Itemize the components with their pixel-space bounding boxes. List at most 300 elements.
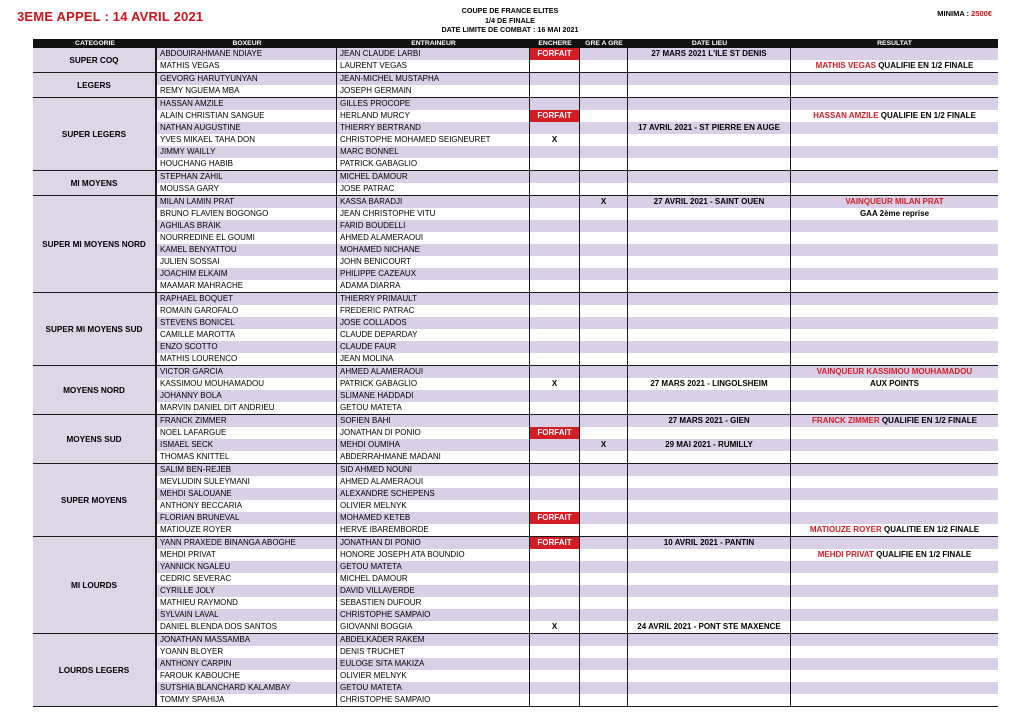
result-cell	[791, 293, 998, 305]
deadline: DATE LIMITE DE COMBAT : 16 MAI 2021	[441, 25, 579, 34]
result-cell	[791, 597, 998, 609]
result-cell	[791, 220, 998, 232]
col-date-lieu: DATE LIEU	[691, 40, 728, 47]
enchere-cell	[530, 500, 580, 512]
bout-date-place	[628, 280, 791, 292]
result-cell	[791, 585, 998, 597]
boxer-name: FRANCK ZIMMER	[157, 415, 337, 427]
gre-a-gre-cell	[580, 658, 628, 670]
enchere-cell	[530, 146, 580, 158]
trainer-name: PHILIPPE CAZEAUX	[337, 268, 530, 280]
enchere-cell: X	[530, 134, 580, 146]
category-name: MI LOURDS	[33, 537, 157, 633]
enchere-cell	[530, 390, 580, 402]
result-cell	[791, 609, 998, 621]
boxer-name: JONATHAN MASSAMBA	[157, 634, 337, 646]
result-cell	[791, 378, 998, 390]
bout-date-place	[628, 427, 791, 439]
gre-a-gre-cell	[580, 537, 628, 549]
table-row	[157, 573, 998, 585]
gre-a-gre-cell	[580, 220, 628, 232]
bout-table	[33, 39, 998, 707]
bout-date-place	[628, 341, 791, 353]
boxer-name: NOURREDINE EL GOUMI	[157, 232, 337, 244]
gre-a-gre-cell	[580, 317, 628, 329]
category-name: MOYENS SUD	[33, 415, 157, 463]
gre-a-gre-cell	[580, 353, 628, 365]
table-header	[33, 39, 998, 48]
table-row	[157, 427, 998, 439]
trainer-name: AHMED ALAMERAOUI	[337, 366, 530, 378]
gre-a-gre-cell	[580, 158, 628, 170]
enchere-cell	[530, 293, 580, 305]
result-cell	[791, 621, 998, 633]
enchere-cell: X	[530, 378, 580, 390]
gre-a-gre-cell	[580, 73, 628, 85]
enchere-cell	[530, 98, 580, 110]
trainer-name: ABDERRAHMANE MADANI	[337, 451, 530, 463]
gre-a-gre-cell	[580, 305, 628, 317]
bout-date-place	[628, 561, 791, 573]
table-row	[157, 646, 998, 658]
table-row	[157, 73, 998, 85]
table-row	[157, 439, 998, 451]
gre-a-gre-cell	[580, 341, 628, 353]
table-row	[157, 98, 998, 110]
trainer-name: MOHAMED NICHANE	[337, 244, 530, 256]
table-row	[157, 464, 998, 476]
table-row	[157, 48, 998, 60]
enchere-cell	[530, 402, 580, 414]
result-cell	[791, 402, 998, 414]
result-cell	[791, 476, 998, 488]
trainer-name: DENIS TRUCHET	[337, 646, 530, 658]
table-row	[157, 609, 998, 621]
gre-a-gre-cell	[580, 378, 628, 390]
bout-date-place: 24 AVRIL 2021 - PONT STE MAXENCE	[628, 621, 791, 633]
result-cell	[791, 512, 998, 524]
result-cell	[791, 353, 998, 365]
result-cell	[791, 464, 998, 476]
table-row	[157, 60, 998, 72]
enchere-cell	[530, 561, 580, 573]
trainer-name: GETOU MATETA	[337, 682, 530, 694]
boxer-name: MATHIS LOURENCO	[157, 353, 337, 365]
bout-date-place	[628, 646, 791, 658]
trainer-name: SLIMANE HADDADI	[337, 390, 530, 402]
trainer-name: HONORE JOSEPH ATA BOUNDIO	[337, 549, 530, 561]
col-entraineur: ENTRAINEUR	[411, 40, 456, 47]
gre-a-gre-cell: X	[580, 196, 628, 208]
bout-date-place	[628, 146, 791, 158]
trainer-name: GETOU MATETA	[337, 402, 530, 414]
enchere-cell	[530, 85, 580, 97]
gre-a-gre-cell	[580, 451, 628, 463]
trainer-name: OLIVIER MELNYK	[337, 500, 530, 512]
boxer-name: ROMAIN GAROFALO	[157, 305, 337, 317]
gre-a-gre-cell	[580, 98, 628, 110]
bout-date-place	[628, 329, 791, 341]
category-group	[33, 196, 998, 293]
bout-date-place	[628, 512, 791, 524]
result-cell	[791, 415, 998, 427]
category-group	[33, 293, 998, 366]
result-cell	[791, 561, 998, 573]
boxer-name: DANIEL BLENDA DOS SANTOS	[157, 621, 337, 633]
bout-date-place	[628, 98, 791, 110]
boxer-name: HOUCHANG HABIB	[157, 158, 337, 170]
trainer-name: EULOGE SITA MAKIZA	[337, 658, 530, 670]
enchere-cell	[530, 60, 580, 72]
boxer-name: MARVIN DANIEL DIT ANDRIEU	[157, 402, 337, 414]
category-name: SUPER COQ	[33, 48, 157, 72]
result-winner: MATIOUZE ROYER	[809, 525, 882, 534]
table-row	[157, 561, 998, 573]
enchere-cell	[530, 122, 580, 134]
boxer-name: GEVORG HARUTYUNYAN	[157, 73, 337, 85]
boxer-name: SYLVAIN LAVAL	[157, 609, 337, 621]
category-group	[33, 171, 998, 196]
bout-date-place: 29 MAI 2021 - RUMILLY	[628, 439, 791, 451]
boxer-name: ABDOUIRAHMANE NDIAYE	[157, 48, 337, 60]
result-cell	[791, 232, 998, 244]
minima	[937, 9, 992, 18]
trainer-name: JOHN BENICOURT	[337, 256, 530, 268]
table-row	[157, 329, 998, 341]
gre-a-gre-cell	[580, 366, 628, 378]
category-name: SUPER LEGERS	[33, 98, 157, 170]
trainer-name: GILLES PROCOPE	[337, 98, 530, 110]
enchere-cell	[530, 183, 580, 195]
boxer-name: HASSAN AMZILE	[157, 98, 337, 110]
boxer-name: RAPHAEL BOQUET	[157, 293, 337, 305]
table-row	[157, 110, 998, 122]
gre-a-gre-cell	[580, 110, 628, 122]
trainer-name: SEBASTIEN DUFOUR	[337, 597, 530, 609]
bout-date-place	[628, 268, 791, 280]
bout-date-place: 27 MARS 2021 - LINGOLSHEIM	[628, 378, 791, 390]
table-row	[157, 280, 998, 292]
result-detail: AUX POINTS	[870, 379, 919, 388]
result-cell	[791, 439, 998, 451]
result-cell	[791, 670, 998, 682]
bout-date-place	[628, 524, 791, 536]
trainer-name: GIOVANNI BOGGIA	[337, 621, 530, 633]
page-title: 3EME APPEL : 14 AVRIL 2021	[17, 9, 204, 24]
gre-a-gre-cell	[580, 512, 628, 524]
enchere-cell	[530, 609, 580, 621]
result-cell	[791, 134, 998, 146]
enchere-cell	[530, 415, 580, 427]
enchere-cell	[530, 329, 580, 341]
trainer-name: JONATHAN DI PONIO	[337, 427, 530, 439]
table-row	[157, 682, 998, 694]
result-cell	[791, 280, 998, 292]
table-row	[157, 634, 998, 646]
bout-date-place	[628, 500, 791, 512]
bout-date-place	[628, 232, 791, 244]
boxer-name: ENZO SCOTTO	[157, 341, 337, 353]
boxer-name: CEDRIC SEVERAC	[157, 573, 337, 585]
result-cell	[791, 85, 998, 97]
boxer-name: MATIOUZE ROYER	[157, 524, 337, 536]
boxer-name: TOMMY SPAHIJA	[157, 694, 337, 706]
trainer-name: LAURENT VEGAS	[337, 60, 530, 72]
enchere-cell	[530, 451, 580, 463]
category-name: LEGERS	[33, 73, 157, 97]
boxer-name: VICTOR GARCIA	[157, 366, 337, 378]
table-row	[157, 512, 998, 524]
table-row	[157, 341, 998, 353]
boxer-name: REMY NGUEMA MBA	[157, 85, 337, 97]
table-row	[157, 402, 998, 414]
result-cell	[791, 244, 998, 256]
category-name: SUPER MOYENS	[33, 464, 157, 536]
result-cell	[791, 390, 998, 402]
bout-date-place	[628, 451, 791, 463]
bout-date-place	[628, 609, 791, 621]
table-row	[157, 183, 998, 195]
boxer-name: FLORIAN BRUNEVAL	[157, 512, 337, 524]
bout-date-place	[628, 256, 791, 268]
table-row	[157, 390, 998, 402]
trainer-name: HERVE IBAREMBORDE	[337, 524, 530, 536]
table-row	[157, 122, 998, 134]
table-row	[157, 366, 998, 378]
enchere-cell	[530, 280, 580, 292]
result-cell	[791, 634, 998, 646]
table-row	[157, 415, 998, 427]
result-cell	[791, 208, 998, 220]
boxer-name: AGHILAS BRAIK	[157, 220, 337, 232]
boxer-name: JULIEN SOSSAI	[157, 256, 337, 268]
category-group	[33, 73, 998, 98]
table-row	[157, 171, 998, 183]
table-row	[157, 85, 998, 97]
trainer-name: JEAN-MICHEL MUSTAPHA	[337, 73, 530, 85]
result-cell	[791, 682, 998, 694]
gre-a-gre-cell	[580, 694, 628, 706]
category-name: SUPER MI MOYENS NORD	[33, 196, 157, 292]
enchere-cell	[530, 366, 580, 378]
category-group	[33, 537, 998, 634]
gre-a-gre-cell	[580, 60, 628, 72]
col-gre-a-gre: GRE A GRE	[585, 40, 623, 47]
gre-a-gre-cell	[580, 244, 628, 256]
category-group	[33, 464, 998, 537]
gre-a-gre-cell	[580, 85, 628, 97]
trainer-name: OLIVIER MELNYK	[337, 670, 530, 682]
forfait-badge: FORFAIT	[530, 537, 580, 549]
enchere-cell	[530, 268, 580, 280]
forfait-badge: FORFAIT	[530, 48, 580, 60]
boxer-name: MEHDI PRIVAT	[157, 549, 337, 561]
enchere-cell	[530, 694, 580, 706]
table-row	[157, 476, 998, 488]
gre-a-gre-cell	[580, 488, 628, 500]
boxer-name: THOMAS KNITTEL	[157, 451, 337, 463]
trainer-name: AHMED ALAMERAOUI	[337, 232, 530, 244]
result-cell	[791, 60, 998, 72]
bout-date-place	[628, 549, 791, 561]
boxer-name: ANTHONY CARPIN	[157, 658, 337, 670]
gre-a-gre-cell	[580, 293, 628, 305]
bout-date-place	[628, 353, 791, 365]
table-row	[157, 244, 998, 256]
enchere-cell	[530, 196, 580, 208]
category-group	[33, 634, 998, 707]
boxer-name: MILAN LAMIN PRAT	[157, 196, 337, 208]
gre-a-gre-cell	[580, 122, 628, 134]
gre-a-gre-cell	[580, 621, 628, 633]
table-body	[33, 48, 998, 707]
gre-a-gre-cell	[580, 256, 628, 268]
result-cell	[791, 256, 998, 268]
bout-date-place	[628, 366, 791, 378]
boxer-name: JOHANNY BOLA	[157, 390, 337, 402]
gre-a-gre-cell	[580, 464, 628, 476]
gre-a-gre-cell	[580, 646, 628, 658]
enchere-cell	[530, 524, 580, 536]
result-winner: VAINQUEUR MILAN PRAT	[845, 197, 944, 206]
result-winner: FRANCK ZIMMER	[812, 416, 880, 425]
gre-a-gre-cell	[580, 134, 628, 146]
bout-date-place: 27 AVRIL 2021 - SAINT OUEN	[628, 196, 791, 208]
trainer-name: HERLAND MURCY	[337, 110, 530, 122]
result-cell	[791, 73, 998, 85]
trainer-name: FREDERIC PATRAC	[337, 305, 530, 317]
bout-date-place	[628, 183, 791, 195]
boxer-name: NATHAN AUGUSTINE	[157, 122, 337, 134]
result-detail: GAA 2ème reprise	[859, 209, 930, 218]
result-cell	[791, 329, 998, 341]
enchere-cell	[530, 171, 580, 183]
table-row	[157, 451, 998, 463]
enchere-cell	[530, 597, 580, 609]
table-row	[157, 524, 998, 536]
gre-a-gre-cell	[580, 415, 628, 427]
table-row	[157, 537, 998, 549]
result-cell	[791, 317, 998, 329]
boxer-name: STEPHAN ZAHIL	[157, 171, 337, 183]
gre-a-gre-cell	[580, 232, 628, 244]
bout-date-place	[628, 682, 791, 694]
gre-a-gre-cell	[580, 146, 628, 158]
bout-date-place	[628, 171, 791, 183]
result-cell	[791, 196, 998, 208]
minima-value: 2500€	[971, 9, 992, 18]
table-row	[157, 208, 998, 220]
result-cell	[791, 110, 998, 122]
enchere-cell	[530, 73, 580, 85]
forfait-badge: FORFAIT	[530, 512, 580, 524]
competition-info	[380, 6, 640, 35]
table-row	[157, 597, 998, 609]
result-cell	[791, 573, 998, 585]
result-cell	[791, 427, 998, 439]
boxer-name: YVES MIKAEL TAHA DON	[157, 134, 337, 146]
trainer-name: MOHAMED KETEB	[337, 512, 530, 524]
enchere-cell	[530, 341, 580, 353]
bout-date-place	[628, 305, 791, 317]
table-row	[157, 220, 998, 232]
enchere-cell	[530, 220, 580, 232]
bout-date-place	[628, 573, 791, 585]
enchere-cell	[530, 208, 580, 220]
boxer-name: MATHIS VEGAS	[157, 60, 337, 72]
trainer-name: JEAN MOLINA	[337, 353, 530, 365]
trainer-name: CHRISTOPHE SAMPAIO	[337, 609, 530, 621]
enchere-cell	[530, 256, 580, 268]
trainer-name: SID AHMED NOUNI	[337, 464, 530, 476]
enchere-cell	[530, 670, 580, 682]
enchere-cell	[530, 353, 580, 365]
result-cell	[791, 549, 998, 561]
gre-a-gre-cell	[580, 573, 628, 585]
bout-date-place: 27 MARS 2021 - GIEN	[628, 415, 791, 427]
bout-date-place	[628, 244, 791, 256]
bout-date-place	[628, 476, 791, 488]
table-row	[157, 293, 998, 305]
trainer-name: FARID BOUDELLI	[337, 220, 530, 232]
boxer-name: KASSIMOU MOUHAMADOU	[157, 378, 337, 390]
boxer-name: ANTHONY BECCARIA	[157, 500, 337, 512]
trainer-name: CLAUDE DEPARDAY	[337, 329, 530, 341]
result-cell	[791, 694, 998, 706]
enchere-cell	[530, 317, 580, 329]
result-detail: QUALIFIE EN 1/2 FINALE	[879, 416, 977, 425]
table-row	[157, 196, 998, 208]
trainer-name: JOSE PATRAC	[337, 183, 530, 195]
boxer-name: CYRILLE JOLY	[157, 585, 337, 597]
bout-date-place	[628, 220, 791, 232]
competition-name: COUPE DE FRANCE ELITES	[461, 6, 559, 15]
gre-a-gre-cell	[580, 524, 628, 536]
trainer-name: JEAN CLAUDE LARBI	[337, 48, 530, 60]
gre-a-gre-cell	[580, 268, 628, 280]
trainer-name: JEAN CHRISTOPHE VITU	[337, 208, 530, 220]
table-row	[157, 232, 998, 244]
result-winner: MEHDI PRIVAT	[817, 550, 874, 559]
gre-a-gre-cell	[580, 48, 628, 60]
boxer-name: SUTSHIA BLANCHARD KALAMBAY	[157, 682, 337, 694]
gre-a-gre-cell	[580, 183, 628, 195]
forfait-badge: FORFAIT	[530, 110, 580, 122]
boxer-name: NOEL LAFARGUE	[157, 427, 337, 439]
competition-round: 1/4 DE FINALE	[485, 15, 535, 25]
enchere-cell	[530, 488, 580, 500]
bout-date-place	[628, 85, 791, 97]
table-row	[157, 268, 998, 280]
table-row	[157, 378, 998, 390]
result-cell	[791, 146, 998, 158]
result-cell	[791, 451, 998, 463]
result-detail: QUALIFIE EN 1/2 FINALE	[875, 61, 974, 70]
enchere-cell	[530, 232, 580, 244]
boxer-name: JOACHIM ELKAIM	[157, 268, 337, 280]
table-row	[157, 549, 998, 561]
bout-date-place	[628, 134, 791, 146]
boxer-name: ISMAEL SECK	[157, 439, 337, 451]
boxer-name: YOANN BLOYER	[157, 646, 337, 658]
bout-date-place	[628, 317, 791, 329]
boxer-name: YANNICK NGALEU	[157, 561, 337, 573]
table-row	[157, 500, 998, 512]
table-row	[157, 317, 998, 329]
gre-a-gre-cell	[580, 585, 628, 597]
bout-date-place	[628, 597, 791, 609]
result-detail: QUALIFIE EN 1/2 FINALE	[878, 111, 976, 120]
